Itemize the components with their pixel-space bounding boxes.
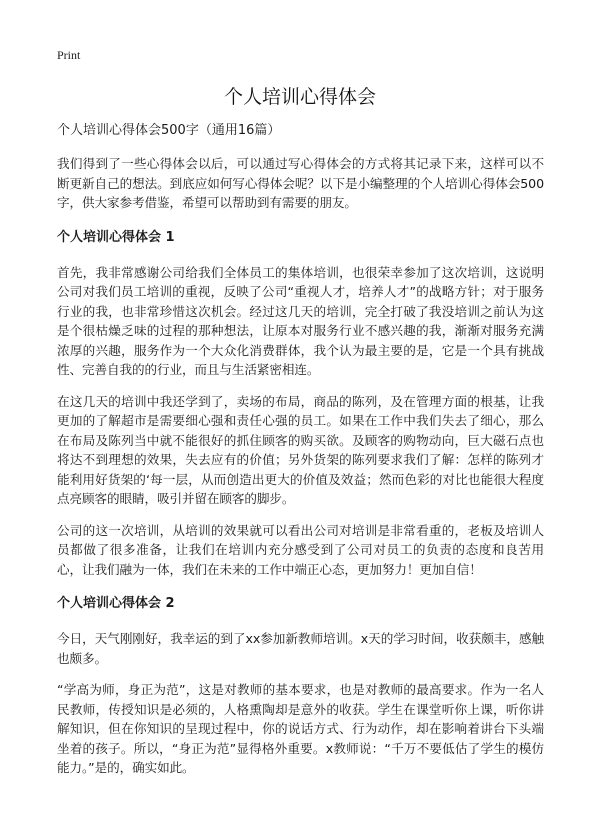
section-2-paragraph-2: “学高为师，身正为范”，这是对教师的基本要求，也是对教师的最高要求。作为一名人民教师，传授知识是必须的，人格熏陶却是意外的收获。学生在课堂听你上课，听你讲解知识，但在你知识的呈现过程中，你的说话方式、行为动作，却在影响着讲台下头端坐着的孩子。所以，“身正为范”显得格外重要。x教师说：“千万不要低估了学生的模仿能力。”是的，确实如此。 [57,682,544,775]
intro-paragraph: 我们得到了一些心得体会以后，可以通过写心得体会的方式将其记录下来，这样可以不断更新自己的想法。到底应如何写心得体会呢？以下是小编整理的个人培训心得体会500字，供大家参考借鉴，希望可以帮助到有需要的朋友。 [57,156,544,210]
print-link[interactable]: Print [57,48,81,62]
document-subtitle: 个人培训心得体会500字（通用16篇） [57,123,281,138]
section-1-paragraph-1: 首先，我非常感谢公司给我们全体员工的集体培训，也很荣幸参加了这次培训，这说明公司对我们员工培训的重视，反映了公司“重视人才，培养人才”的战略方针；对于服务行业的我，也非常珍惜这次机会。经过这几天的培训，完全打破了我没培训之前认为这是个很枯燥乏味的过程的那种想法，让原本对服务行业不感兴趣的我，渐渐对服务充满浓厚的兴趣，服务作为一个大众化消费群体，我个认为最主要的是，它是一个具有挑战性、完善自我的的行业，而且与生活紧密相连。 [57,264,544,377]
section-2-paragraph-1: 今日，天气刚刚好，我幸运的到了xx参加新教师培训。x天的学习时间，收获颇丰，感触也颇多。 [57,631,544,666]
section-heading-1: 个人培训心得体会 1 [57,229,175,245]
section-heading-2: 个人培训心得体会 2 [57,596,175,611]
section-1-paragraph-2: 在这几天的培训中我还学到了，卖场的布局，商品的陈列，及在管理方面的根基，让我更加的了解超市是需要细心强和责任心强的员工。如果在工作中我们失去了细心，那么在布局及陈列当中就不能很好的抓住顾客的购买欲。及顾客的购物动向，巨大磁石点也将达不到理想的效果，失去应有的价值；另外货架的陈列要求我们了解：怎样的陈列才能利用好货架的‘每一层，从而创造出更大的价值及效益；然而色彩的对比也能很大程度点亮顾客的眼睛，吸引并留在顾客的脚步。 [57,393,544,506]
document-body [57,122,544,790]
page-title: 个人培训心得体会 [223,86,376,108]
section-1-paragraph-3: 公司的这一次培训，从培训的效果就可以看出公司对培训是非常看重的，老板及培训人员都做了很多准备，让我们在培训内充分感受到了公司对员工的负责的态度和良苦用心，让我们融为一体，我们在未来的工作中端正心态，更加努力！更加自信！ [57,522,544,577]
